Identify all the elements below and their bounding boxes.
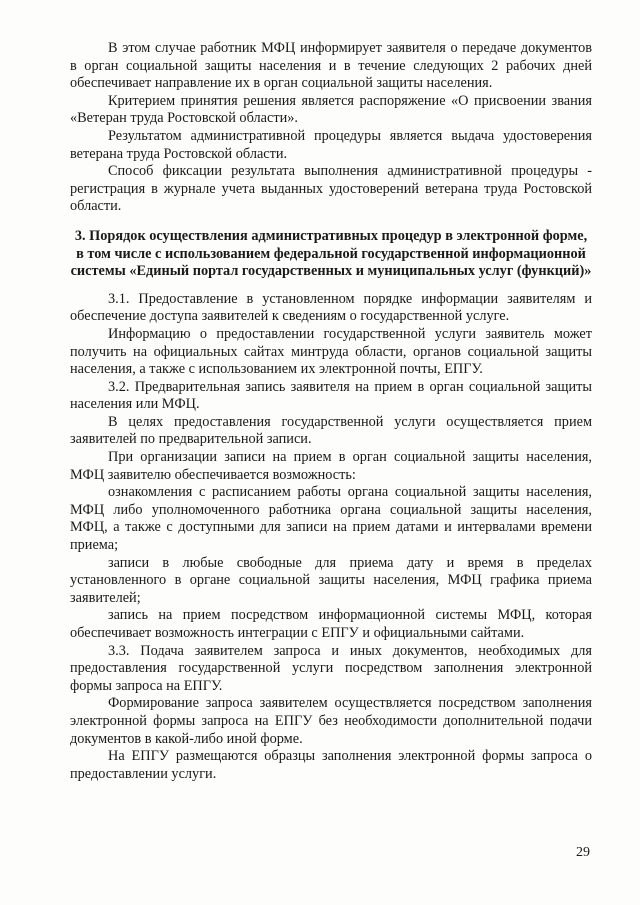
paragraph: Результатом административной процедуры является выдача удостоверения ветерана труда Ростовской области. xyxy=(70,127,592,162)
paragraph: Критерием принятия решения является распоряжение «О присвоении звания «Ветеран труда Ростовской области». xyxy=(70,92,592,127)
paragraph: 3.1. Предоставление в установленном порядке информации заявителям и обеспечение доступа заявителей к сведениям о государственной услуге. xyxy=(70,290,592,325)
paragraph: Формирование запроса заявителем осуществляется посредством заполнения электронной формы запроса на ЕПГУ без необходимости дополнительной подачи документов в какой-либо иной форме. xyxy=(70,695,592,747)
paragraph: При организации записи на прием в орган социальной защиты населения, МФЦ заявителю обеспечивается возможность: xyxy=(70,449,592,483)
paragraph: Информацию о предоставлении государственной услуги заявитель может получить на официальных сайтах минтруда области, органов социальной защиты населения, а также с использованием их электронной почты, ЕПГУ. xyxy=(70,325,592,378)
paragraph: 3.3. Подача заявителем запроса и иных документов, необходимых для предоставления государственной услуги посредством заполнения электронной формы запроса на ЕПГУ. xyxy=(70,642,592,694)
paragraph: ознакомления с расписанием работы органа социальной защиты населения, МФЦ либо уполномоченного работника органа социальной защиты населения, МФЦ, а также с доступными для записи на прием датами и интервалами времени приема; xyxy=(70,484,592,554)
paragraph: В этом случае работник МФЦ информирует заявителя о передаче документов в орган социальной защиты населения и в течение следующих 2 рабочих дней обеспечивает направление их в орган социальной защиты населения. xyxy=(70,40,592,92)
page-number: 29 xyxy=(576,845,590,860)
paragraph: Способ фиксации результата выполнения административной процедуры - регистрация в журнале учета выданных удостоверений ветерана труда Ростовской области. xyxy=(70,163,592,215)
paragraph: запись на прием посредством информационной системы МФЦ, которая обеспечивает возможность интеграции с ЕПГУ и официальными сайтами. xyxy=(70,607,592,641)
paragraph: 3.2. Предварительная запись заявителя на прием в орган социальной защиты населения или МФЦ. xyxy=(70,378,592,413)
paragraph: На ЕПГУ размещаются образцы заполнения электронной формы запроса о предоставлении услуги. xyxy=(70,748,592,782)
paragraph: В целях предоставления государственной услуги осуществляется прием заявителей по предварительной записи. xyxy=(70,413,592,448)
section-heading: 3. Порядок осуществления административных процедур в электронной форме, в том числе с использованием федеральной государственной информационной системы «Единый портал государственных и муниципальных услуг (функций)» xyxy=(70,227,592,280)
paragraph: записи в любые свободные для приема дату и время в пределах установленного в органе социальной защиты населения, МФЦ графика приема заявителей; xyxy=(70,554,592,606)
